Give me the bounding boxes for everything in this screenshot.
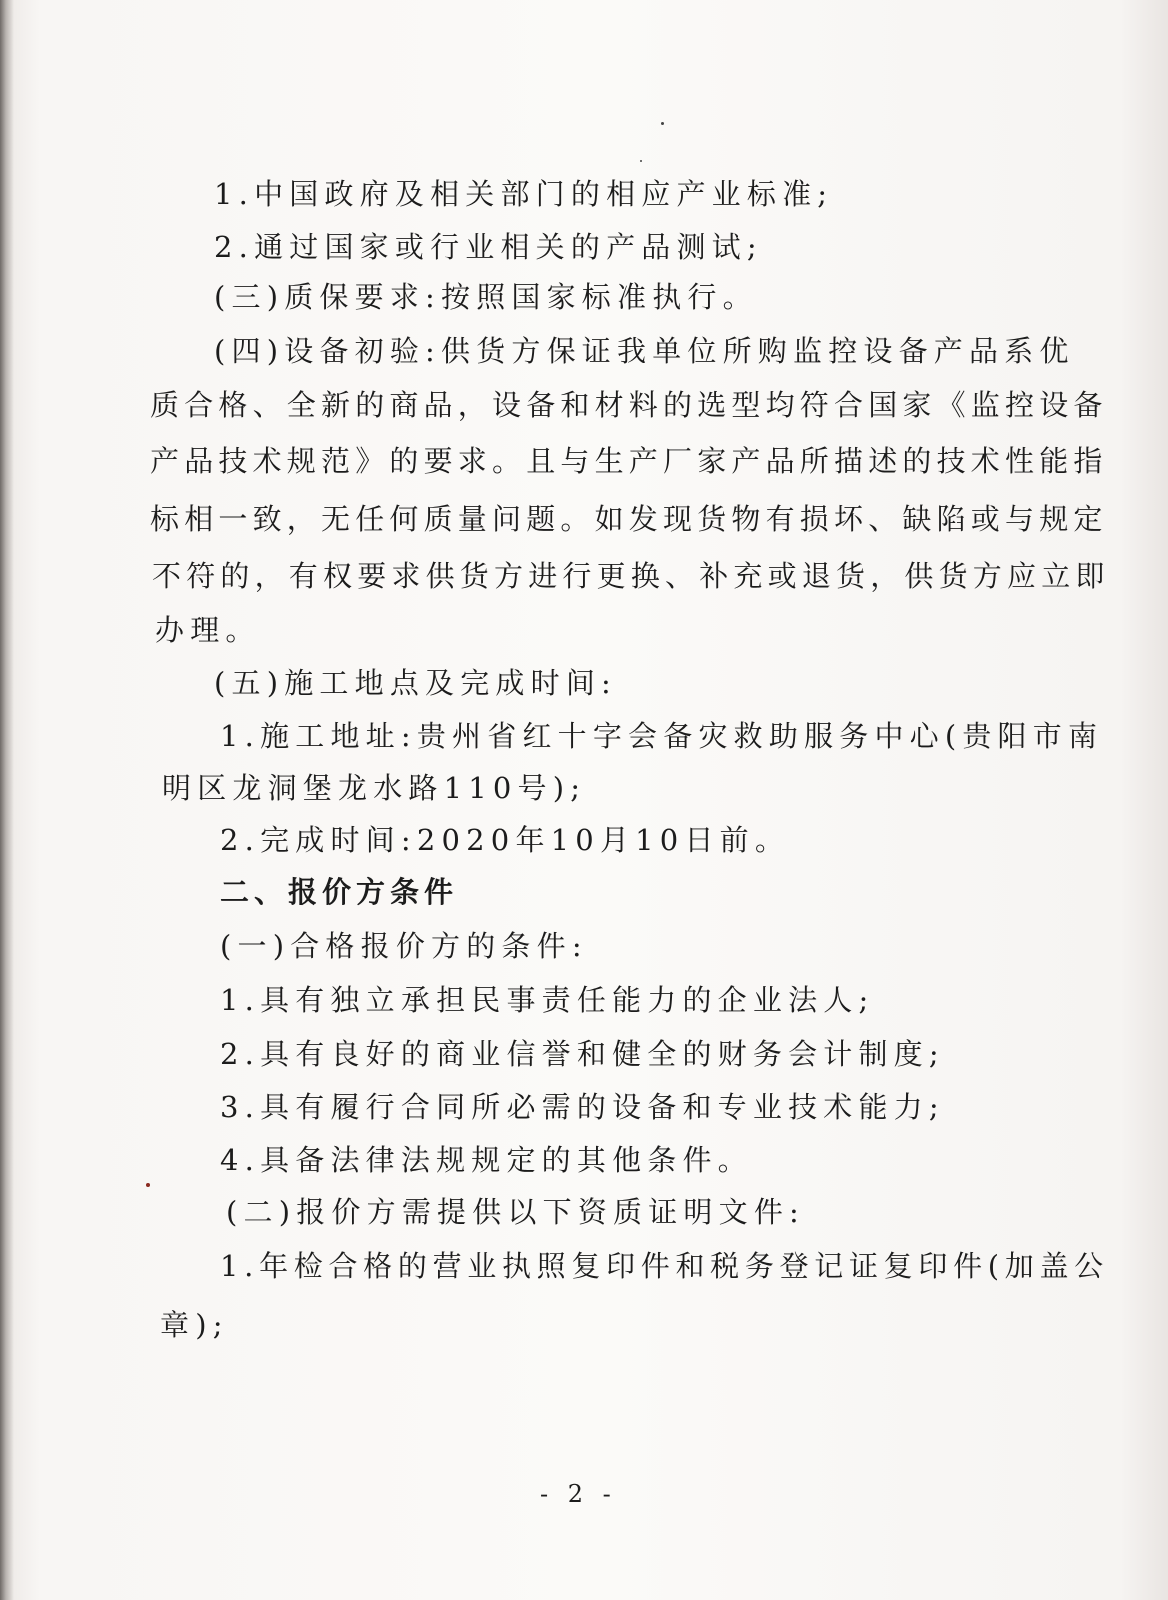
text-line-13: 2.完成时间:2020年10月10日前。 xyxy=(220,823,791,857)
scan-speck xyxy=(640,160,642,162)
text-line-4: (四)设备初验:供货方保证我单位所购监控设备产品系优 xyxy=(214,334,1075,368)
section-heading: 二、报价方条件 xyxy=(220,875,459,909)
text-line-10: (五)施工地点及完成时间: xyxy=(214,666,617,700)
scan-speck xyxy=(146,1183,150,1187)
text-line-8: 不符的，有权要求供货方进行更换、补充或退货，供货方应立即 xyxy=(152,559,1110,593)
text-line-11: 1.施工地址:贵州省红十字会备灾救助服务中心(贵阳市南 xyxy=(220,719,1104,753)
text-line-5: 质合格、全新的商品，设备和材料的选型均符合国家《监控设备 xyxy=(150,388,1108,422)
text-line-19: 4.具备法律法规规定的其他条件。 xyxy=(220,1143,753,1177)
page-edge-shadow xyxy=(0,0,14,1600)
text-line-12: 明区龙洞堡龙水路110号); xyxy=(162,771,587,805)
text-line-18: 3.具有履行合同所必需的设备和专业技术能力; xyxy=(220,1090,945,1124)
text-line-22: 章); xyxy=(160,1308,229,1342)
scan-speck xyxy=(661,122,664,125)
text-line-6: 产品技术规范》的要求。且与生产厂家产品所描述的技术性能指 xyxy=(150,444,1108,478)
text-line-7: 标相一致，无任何质量问题。如发现货物有损坏、缺陷或与规定 xyxy=(150,502,1108,536)
text-line-2: 2.通过国家或行业相关的产品测试; xyxy=(214,230,763,264)
text-line-1: 1.中国政府及相关部门的相应产业标准; xyxy=(214,177,834,211)
text-line-3: (三)质保要求:按照国家标准执行。 xyxy=(214,280,758,314)
text-line-17: 2.具有良好的商业信誉和健全的财务会计制度; xyxy=(220,1037,945,1071)
text-line-21: 1.年检合格的营业执照复印件和税务登记证复印件(加盖公 xyxy=(220,1249,1109,1283)
page-number: - 2 - xyxy=(540,1480,617,1508)
text-line-15: (一)合格报价方的条件: xyxy=(220,929,588,963)
text-line-16: 1.具有独立承担民事责任能力的企业法人; xyxy=(220,983,875,1017)
text-line-9: 办理。 xyxy=(155,613,261,647)
text-line-20: (二)报价方需提供以下资质证明文件: xyxy=(226,1195,805,1229)
